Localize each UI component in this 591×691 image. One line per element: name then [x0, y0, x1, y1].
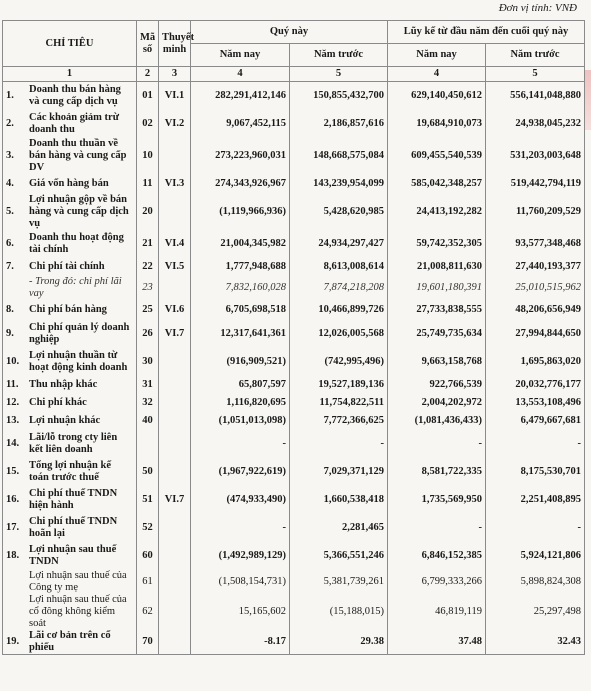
row-note [159, 630, 191, 655]
quarter-previous-value: - [290, 430, 388, 458]
row-number: 7. [6, 260, 14, 272]
ytd-previous-value: - [486, 430, 585, 458]
ytd-current-value: 19,684,910,073 [388, 110, 486, 138]
row-label-cell [3, 138, 137, 174]
column-number-row [3, 67, 585, 82]
row-number: 6. [6, 237, 14, 249]
row-label-cell [3, 594, 137, 630]
quarter-previous-value: 150,855,432,700 [290, 82, 388, 110]
ytd-current-value: 37.48 [388, 630, 486, 655]
ytd-current-value: 585,042,348,257 [388, 174, 486, 194]
table-row [3, 594, 585, 630]
quarter-previous-value: 1,660,538,418 [290, 486, 388, 514]
ytd-previous-value: 27,994,844,650 [486, 320, 585, 348]
row-note: VI.7 [159, 320, 191, 348]
row-label-cell [3, 230, 137, 258]
row-label: - Trong đó: chi phí lãi vay [29, 275, 122, 299]
quarter-current-value: 65,807,597 [191, 376, 290, 394]
row-label-cell [3, 300, 137, 320]
quarter-previous-value: 8,613,008,614 [290, 258, 388, 276]
ytd-previous-value: 556,141,048,880 [486, 82, 585, 110]
quarter-current-value: 6,705,698,518 [191, 300, 290, 320]
quarter-current-value: 1,777,948,688 [191, 258, 290, 276]
ytd-current-value: 27,733,838,555 [388, 300, 486, 320]
table-row [3, 486, 585, 514]
quarter-previous-value: 7,029,371,129 [290, 458, 388, 486]
row-label-cell [3, 194, 137, 230]
ytd-current-value: 609,455,540,539 [388, 138, 486, 174]
row-code: 60 [137, 542, 159, 570]
table-row [3, 570, 585, 594]
row-number: 15. [6, 465, 20, 477]
table-row [3, 376, 585, 394]
header-nam-truoc: Năm trước [290, 44, 388, 67]
ytd-previous-value: 93,577,348,468 [486, 230, 585, 258]
row-number: 9. [6, 327, 14, 339]
table-row [3, 110, 585, 138]
row-number: 12. [6, 396, 20, 408]
row-label-cell [3, 110, 137, 138]
row-code: 30 [137, 348, 159, 376]
table-row [3, 258, 585, 276]
header-chi-tieu: CHỈ TIÊU [3, 21, 137, 67]
quarter-current-value: 1,116,820,695 [191, 394, 290, 412]
ytd-current-value: 25,749,735,634 [388, 320, 486, 348]
row-label: Doanh thu thuần về bán hàng và cung cấp DV [29, 137, 127, 173]
ytd-current-value: 21,008,811,630 [388, 258, 486, 276]
quarter-previous-value: 24,934,297,427 [290, 230, 388, 258]
quarter-previous-value: 19,527,189,136 [290, 376, 388, 394]
row-label: Lãi cơ bản trên cổ phiếu [29, 629, 111, 653]
header-thuyet-minh: Thuyết minh [159, 21, 191, 67]
quarter-current-value: (916,909,521) [191, 348, 290, 376]
ytd-previous-value: 13,553,108,496 [486, 394, 585, 412]
column-number: 4 [191, 67, 290, 82]
income-statement-table [2, 20, 585, 655]
row-label-cell [3, 320, 137, 348]
quarter-previous-value: 11,754,822,511 [290, 394, 388, 412]
row-number: 3. [6, 149, 14, 161]
row-label: Chi phí quản lý doanh nghiệp [29, 321, 130, 345]
row-code: 51 [137, 486, 159, 514]
quarter-previous-value: 5,428,620,985 [290, 194, 388, 230]
row-code: 26 [137, 320, 159, 348]
table-row [3, 430, 585, 458]
ytd-previous-value: 5,924,121,806 [486, 542, 585, 570]
ytd-previous-value: 6,479,667,681 [486, 412, 585, 430]
ytd-previous-value: 1,695,863,020 [486, 348, 585, 376]
ytd-current-value: - [388, 430, 486, 458]
ytd-previous-value: 11,760,209,529 [486, 194, 585, 230]
row-label-cell [3, 348, 137, 376]
quarter-current-value: 12,317,641,361 [191, 320, 290, 348]
quarter-previous-value: (15,188,015) [290, 594, 388, 630]
row-note [159, 430, 191, 458]
quarter-current-value: 9,067,452,115 [191, 110, 290, 138]
table-row [3, 630, 585, 655]
row-label-cell [3, 258, 137, 276]
row-label-cell [3, 458, 137, 486]
ytd-previous-value: 27,440,193,377 [486, 258, 585, 276]
table-row [3, 194, 585, 230]
row-note: VI.6 [159, 300, 191, 320]
quarter-previous-value: (742,995,496) [290, 348, 388, 376]
row-number: 14. [6, 437, 20, 449]
ytd-current-value: - [388, 514, 486, 542]
row-number: 2. [6, 117, 14, 129]
ytd-current-value: 6,846,152,385 [388, 542, 486, 570]
row-code: 21 [137, 230, 159, 258]
ytd-current-value: (1,081,436,433) [388, 412, 486, 430]
quarter-current-value: - [191, 430, 290, 458]
row-label: Chi phí khác [29, 396, 87, 408]
ytd-previous-value: 24,938,045,232 [486, 110, 585, 138]
row-label-cell [3, 542, 137, 570]
ytd-previous-value: 5,898,824,308 [486, 570, 585, 594]
row-note [159, 194, 191, 230]
ytd-previous-value: - [486, 514, 585, 542]
row-number: 1. [6, 89, 14, 101]
row-number: 16. [6, 493, 20, 505]
row-code: 70 [137, 630, 159, 655]
row-note [159, 542, 191, 570]
table-row [3, 542, 585, 570]
row-label-cell [3, 486, 137, 514]
row-code: 32 [137, 394, 159, 412]
row-code [137, 430, 159, 458]
ytd-current-value: 8,581,722,335 [388, 458, 486, 486]
row-code: 20 [137, 194, 159, 230]
ytd-current-value: 19,601,180,391 [388, 276, 486, 300]
ytd-current-value: 922,766,539 [388, 376, 486, 394]
row-label: Lợi nhuận khác [29, 414, 101, 426]
ytd-current-value: 9,663,158,768 [388, 348, 486, 376]
row-label-cell [3, 376, 137, 394]
quarter-previous-value: 5,381,739,261 [290, 570, 388, 594]
margin-stamp-mark [585, 70, 591, 130]
quarter-current-value: 21,004,345,982 [191, 230, 290, 258]
row-number: 17. [6, 521, 20, 533]
row-code: 11 [137, 174, 159, 194]
row-code: 02 [137, 110, 159, 138]
row-label: Chi phí tài chính [29, 260, 105, 272]
row-label: Thu nhập khác [29, 378, 98, 390]
table-row [3, 514, 585, 542]
quarter-previous-value: 2,186,857,616 [290, 110, 388, 138]
row-label-cell [3, 394, 137, 412]
ytd-previous-value: 531,203,003,648 [486, 138, 585, 174]
row-label: Doanh thu hoạt động tài chính [29, 231, 124, 255]
row-label: Lợi nhuận thuần từ hoạt động kinh doanh [29, 349, 128, 373]
column-number: 3 [159, 67, 191, 82]
row-label: Chi phí thuế TNDN hiện hành [29, 487, 118, 511]
row-note: VI.3 [159, 174, 191, 194]
table-row [3, 394, 585, 412]
row-note [159, 458, 191, 486]
header-ma-so: Mã số [137, 21, 159, 67]
ytd-previous-value: 519,442,794,119 [486, 174, 585, 194]
row-label: Lợi nhuận sau thuế của Công ty mẹ [29, 569, 127, 593]
ytd-current-value: 6,799,333,266 [388, 570, 486, 594]
row-number: 8. [6, 303, 14, 315]
table-row [3, 276, 585, 300]
row-note: VI.2 [159, 110, 191, 138]
row-note: VI.5 [159, 258, 191, 276]
row-note [159, 412, 191, 430]
row-label-cell [3, 514, 137, 542]
ytd-previous-value: 8,175,530,701 [486, 458, 585, 486]
row-code: 31 [137, 376, 159, 394]
quarter-current-value: 274,343,926,967 [191, 174, 290, 194]
row-label: Lãi/lỗ trong cty liên kết liên doanh [29, 431, 118, 455]
table-row [3, 458, 585, 486]
row-number: 18. [6, 549, 20, 561]
row-number: 5. [6, 205, 14, 217]
ytd-current-value: 59,742,352,305 [388, 230, 486, 258]
row-code: 52 [137, 514, 159, 542]
quarter-current-value: 273,223,960,031 [191, 138, 290, 174]
row-label-cell [3, 82, 137, 110]
row-label: Lợi nhuận sau thuế TNDN [29, 543, 117, 567]
header-nam-truoc-cumulative: Năm trước [486, 44, 585, 67]
row-note [159, 594, 191, 630]
column-number: 5 [290, 67, 388, 82]
quarter-previous-value: 7,874,218,208 [290, 276, 388, 300]
row-label: Giá vốn hàng bán [29, 177, 109, 189]
quarter-current-value: 15,165,602 [191, 594, 290, 630]
row-note [159, 138, 191, 174]
quarter-previous-value: 5,366,551,246 [290, 542, 388, 570]
row-label: Lợi nhuận gộp về bán hàng và cung cấp dịch vụ [29, 193, 129, 229]
column-number: 4 [388, 67, 486, 82]
table-row [3, 174, 585, 194]
row-label: Chi phí thuế TNDN hoãn lại [29, 515, 118, 539]
row-label-cell [3, 430, 137, 458]
row-note: VI.7 [159, 486, 191, 514]
row-note: VI.4 [159, 230, 191, 258]
quarter-current-value: 282,291,412,146 [191, 82, 290, 110]
ytd-previous-value: 48,206,656,949 [486, 300, 585, 320]
unit-label: Đơn vị tính: VNĐ [498, 2, 577, 14]
quarter-current-value: - [191, 514, 290, 542]
quarter-current-value: -8.17 [191, 630, 290, 655]
row-note [159, 514, 191, 542]
row-label-cell [3, 412, 137, 430]
quarter-previous-value: 10,466,899,726 [290, 300, 388, 320]
ytd-previous-value: 32.43 [486, 630, 585, 655]
ytd-previous-value: 25,010,515,962 [486, 276, 585, 300]
quarter-current-value: (474,933,490) [191, 486, 290, 514]
row-label-cell [3, 276, 137, 300]
quarter-current-value: (1,508,154,731) [191, 570, 290, 594]
row-number: 19. [6, 635, 20, 647]
quarter-previous-value: 29.38 [290, 630, 388, 655]
row-label: Chi phí bán hàng [29, 303, 107, 315]
quarter-current-value: (1,051,013,098) [191, 412, 290, 430]
row-label: Doanh thu bán hàng và cung cấp dịch vụ [29, 83, 121, 107]
row-label: Tổng lợi nhuận kế toán trước thuế [29, 459, 111, 483]
row-code: 62 [137, 594, 159, 630]
column-number: 2 [137, 67, 159, 82]
table-row [3, 320, 585, 348]
quarter-previous-value: 148,668,575,084 [290, 138, 388, 174]
table-row [3, 230, 585, 258]
quarter-current-value: (1,492,989,129) [191, 542, 290, 570]
row-number: 11. [6, 378, 19, 390]
column-number: 5 [486, 67, 585, 82]
row-label-cell [3, 174, 137, 194]
quarter-previous-value: 7,772,366,625 [290, 412, 388, 430]
ytd-current-value: 46,819,119 [388, 594, 486, 630]
row-number: 13. [6, 414, 20, 426]
ytd-current-value: 629,140,450,612 [388, 82, 486, 110]
row-code: 25 [137, 300, 159, 320]
table-body [3, 82, 585, 655]
row-code: 23 [137, 276, 159, 300]
row-note [159, 376, 191, 394]
table-row [3, 138, 585, 174]
row-code: 01 [137, 82, 159, 110]
column-number: 1 [3, 67, 137, 82]
row-label-cell [3, 570, 137, 594]
row-label-cell [3, 630, 137, 655]
table-row [3, 82, 585, 110]
quarter-previous-value: 143,239,954,099 [290, 174, 388, 194]
row-code: 10 [137, 138, 159, 174]
table-row [3, 348, 585, 376]
ytd-previous-value: 25,297,498 [486, 594, 585, 630]
header-luy-ke: Lũy kế từ đầu năm đến cuối quý này [388, 21, 585, 44]
ytd-previous-value: 2,251,408,895 [486, 486, 585, 514]
row-note [159, 394, 191, 412]
quarter-current-value: (1,119,966,936) [191, 194, 290, 230]
row-note [159, 276, 191, 300]
quarter-previous-value: 12,026,005,568 [290, 320, 388, 348]
row-note [159, 570, 191, 594]
row-number: 10. [6, 355, 20, 367]
quarter-previous-value: 2,281,465 [290, 514, 388, 542]
row-note [159, 348, 191, 376]
row-code: 22 [137, 258, 159, 276]
table-row [3, 300, 585, 320]
row-code: 61 [137, 570, 159, 594]
header-nam-nay-cumulative: Năm nay [388, 44, 486, 67]
table-row [3, 412, 585, 430]
ytd-current-value: 1,735,569,950 [388, 486, 486, 514]
quarter-current-value: (1,967,922,619) [191, 458, 290, 486]
ytd-previous-value: 20,032,776,177 [486, 376, 585, 394]
row-note: VI.1 [159, 82, 191, 110]
row-code: 50 [137, 458, 159, 486]
row-label: Lợi nhuận sau thuế của cổ đông không kiểm soát [29, 593, 127, 629]
row-code: 40 [137, 412, 159, 430]
row-label: Các khoản giảm trừ doanh thu [29, 111, 120, 135]
ytd-current-value: 2,004,202,972 [388, 394, 486, 412]
header-nam-nay: Năm nay [191, 44, 290, 67]
ytd-current-value: 24,413,192,282 [388, 194, 486, 230]
header-quy-nay: Quý này [191, 21, 388, 44]
quarter-current-value: 7,832,160,028 [191, 276, 290, 300]
row-number: 4. [6, 177, 14, 189]
